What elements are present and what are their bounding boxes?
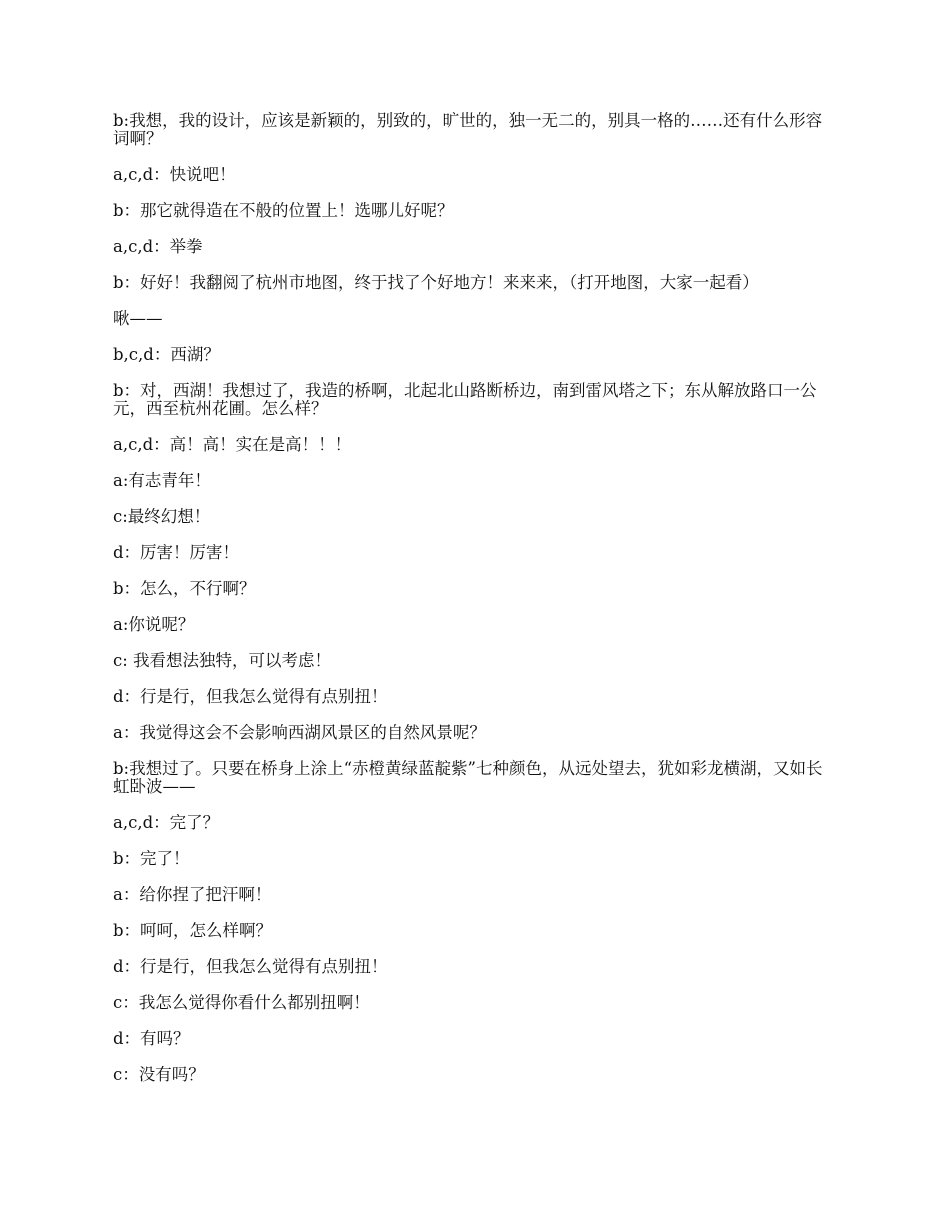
dialogue-line: a：我觉得这会不会影响西湖风景区的自然风景呢？ <box>113 723 486 742</box>
dialogue-line: d：行是行，但我怎么觉得有点别扭！ <box>113 957 388 976</box>
dialogue-line: c：没有吗？ <box>113 1065 205 1084</box>
dialogue-line: b:我想，我的设计，应该是新颖的，别致的，旷世的，独一无二的，别具一格的……还有什么形容词啊？ <box>113 111 823 148</box>
dialogue-line: b：呵呵，怎么样啊？ <box>113 921 273 940</box>
dialogue-line: d：有吗？ <box>113 1029 190 1048</box>
dialogue-line: 啾—— <box>113 309 163 328</box>
dialogue-line: b,c,d：西湖？ <box>113 345 220 364</box>
dialogue-line: b：完了！ <box>113 849 190 868</box>
dialogue-line: c：我怎么觉得你看什么都别扭啊！ <box>113 993 370 1012</box>
dialogue-line: b：那它就得造在不般的位置上！选哪儿好呢？ <box>113 201 454 220</box>
dialogue-line: b：怎么，不行啊？ <box>113 579 256 598</box>
dialogue-line: a:有志青年！ <box>113 471 211 490</box>
dialogue-line: a,c,d：快说吧！ <box>113 165 236 184</box>
dialogue-line: b：好好！我翻阅了杭州市地图，终于找了个好地方！来来来，（打开地图，大家一起看） <box>113 273 759 292</box>
dialogue-line: c:最终幻想！ <box>113 507 211 526</box>
dialogue-line: d：厉害！厉害！ <box>113 543 240 562</box>
dialogue-line: a,c,d：举拳 <box>113 237 203 256</box>
dialogue-line: c: 我看想法独特，可以考虑！ <box>113 651 332 670</box>
dialogue-line: a:你说呢？ <box>113 615 195 634</box>
dialogue-line: a：给你捏了把汗啊！ <box>113 885 272 904</box>
dialogue-line: a,c,d：完了？ <box>113 813 220 832</box>
dialogue-line: a,c,d：高！高！实在是高！！！ <box>113 435 352 454</box>
dialogue-text <box>113 112 835 1102</box>
dialogue-line: b：对，西湖！我想过了，我造的桥啊，北起北山路断桥边，南到雷风塔之下；东从解放路口一公元，西至杭州花圃。怎么样？ <box>113 381 817 418</box>
dialogue-line: d：行是行，但我怎么觉得有点别扭！ <box>113 687 388 706</box>
dialogue-line: b:我想过了。只要在桥身上涂上“赤橙黄绿蓝靛紫”七种颜色，从远处望去，犹如彩龙横湖，又如长虹卧波—— <box>113 759 823 796</box>
